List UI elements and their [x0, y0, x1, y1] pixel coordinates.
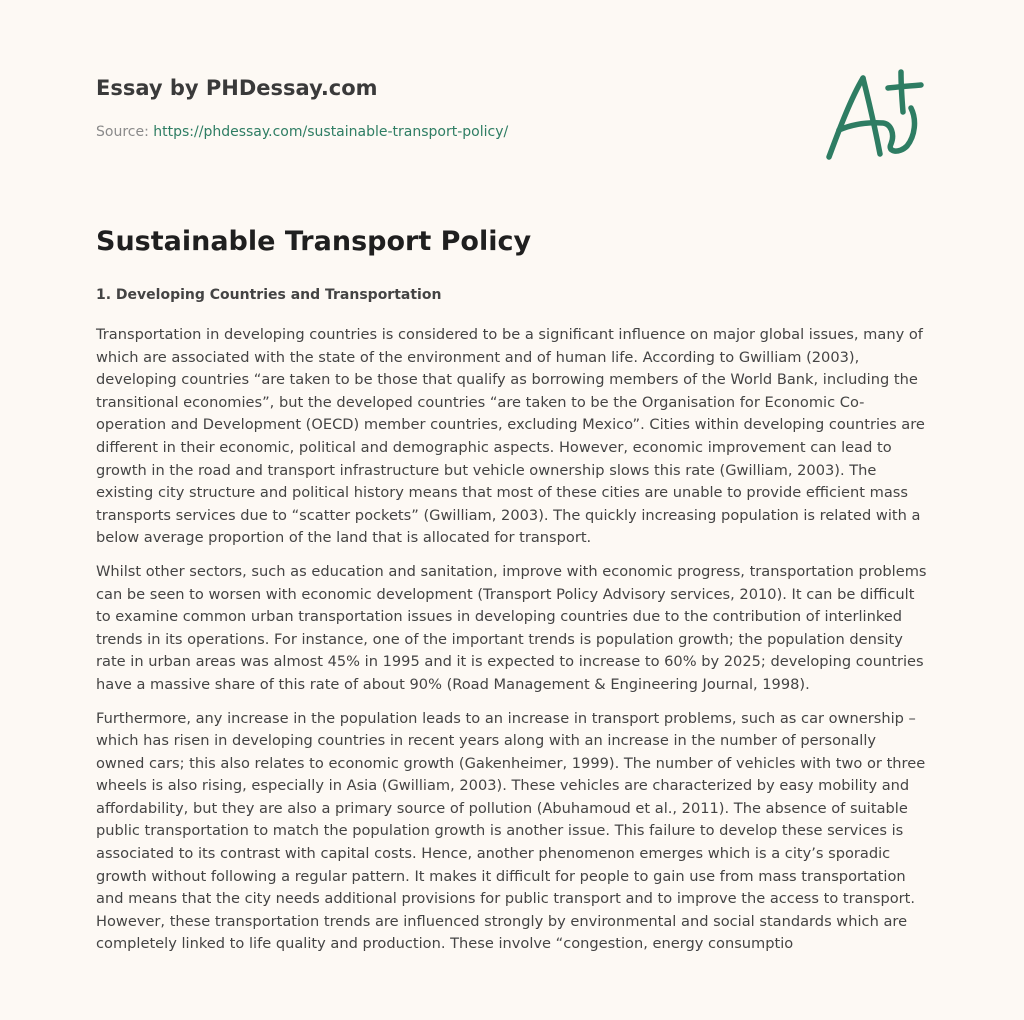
site-title: Essay by PHDessay.com	[96, 76, 378, 100]
essay-paragraph: Whilst other sectors, such as education and sanitation, improve with economic progress, transportation problems can be seen to worsen with economic development (Transport Policy Advisory services, 2010). It can be difficult to examine common urban transportation issues in developing countries due to the contribution of interlinked trends in its operations. For instance, one of the important trends is population growth; the population density rate in urban areas was almost 45% in 1995 and it is expected to increase to 60% by 2025; developing countries have a massive share of this rate of about 90% (Road Management & Engineering Journal, 1998).	[96, 562, 927, 693]
essay-body	[96, 324, 928, 967]
essay-paragraph: Furthermore, any increase in the population leads to an increase in transport problems, such as car ownership – which has risen in developing countries in recent years along with an increase in the number of personally owned cars; this also relates to economic growth (Gakenheimer, 1999). The number of vehicles with two or three wheels is also rising, especially in Asia (Gwilliam, 2003). These vehicles are characterized by easy mobility and affordability, but they are also a primary source of pollution (Abuhamoud et al., 2011). The absence of suitable public transportation to match the population growth is another issue. This failure to develop these services is associated to its contrast with capital costs. Hence, another phenomenon emerges which is a city’s sporadic growth without following a regular pattern. It makes it difficult for people to gain use from mass transportation and means that the city needs additional provisions for public transport and to improve the access to transport. However, these transportation trends are influenced strongly by environmental and social standards which are completely linked to life quality and production. These involve “congestion, energy consumptio	[96, 709, 926, 953]
source-line	[96, 124, 508, 140]
section-heading: 1. Developing Countries and Transportation	[96, 287, 442, 303]
essay-title: Sustainable Transport Policy	[96, 226, 532, 257]
source-link[interactable]: https://phdessay.com/sustainable-transport-policy/	[153, 124, 509, 140]
essay-paragraph: Transportation in developing countries is considered to be a significant influence on major global issues, many of which are associated with the state of the environment and of human life. According to Gwilliam (2003), developing countries “are taken to be those that qualify as borrowing members of the World Bank, including the transitional economies”, but the developed countries “are taken to be the Organisation for Economic Co-operation and Development (OECD) member countries, excluding Mexico”. Cities within developing countries are different in their economic, political and demographic aspects. However, economic improvement can lead to growth in the road and transport infrastructure but vehicle ownership slows this rate (Gwilliam, 2003). The existing city structure and political history means that most of these cities are unable to provide efficient mass transports services due to “scatter pockets” (Gwilliam, 2003). The quickly increasing population is related with a below average proportion of the land that is allocated for transport.	[96, 326, 925, 547]
source-label: Source:	[96, 124, 154, 140]
a-plus-logo-icon	[825, 68, 925, 164]
